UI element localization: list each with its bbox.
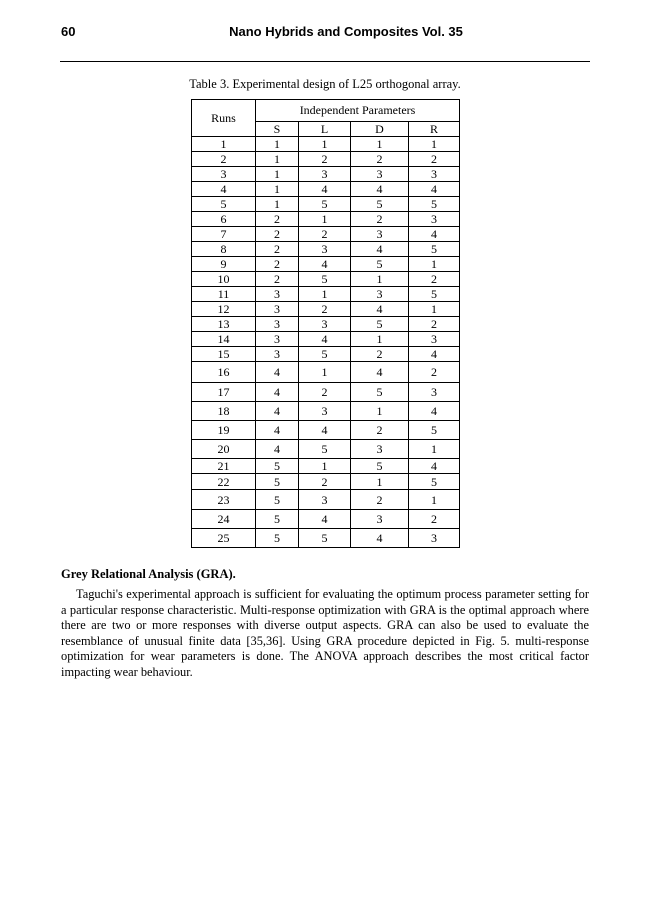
page-number: 60: [61, 24, 76, 39]
parameter-level-cell: 1: [256, 167, 299, 182]
run-number-cell: 9: [192, 257, 256, 272]
run-number-cell: 22: [192, 474, 256, 490]
parameter-level-cell: 3: [256, 332, 299, 347]
parameter-level-cell: 5: [299, 272, 351, 287]
run-number-cell: 3: [192, 167, 256, 182]
parameter-level-cell: 5: [351, 459, 409, 474]
parameter-level-cell: 2: [299, 152, 351, 167]
parameter-level-cell: 3: [351, 440, 409, 459]
run-number-cell: 21: [192, 459, 256, 474]
run-number-cell: 17: [192, 383, 256, 402]
parameter-level-cell: 3: [256, 287, 299, 302]
parameter-level-cell: 3: [409, 167, 460, 182]
parameter-level-cell: 1: [351, 402, 409, 421]
parameter-level-cell: 3: [299, 490, 351, 510]
parameter-level-cell: 3: [299, 167, 351, 182]
parameter-level-cell: 2: [299, 227, 351, 242]
parameter-level-cell: 1: [351, 332, 409, 347]
parameter-level-cell: 3: [299, 242, 351, 257]
parameter-level-cell: 4: [256, 383, 299, 402]
run-number-cell: 12: [192, 302, 256, 317]
column-header-r: R: [409, 122, 460, 137]
parameter-level-cell: 4: [409, 402, 460, 421]
table-row: [192, 152, 460, 167]
parameter-level-cell: 3: [256, 317, 299, 332]
table-body: [192, 137, 460, 548]
parameter-level-cell: 4: [351, 302, 409, 317]
parameter-level-cell: 2: [409, 510, 460, 529]
run-number-cell: 1: [192, 137, 256, 152]
parameter-level-cell: 3: [256, 347, 299, 362]
parameter-level-cell: 3: [409, 383, 460, 402]
parameter-level-cell: 5: [409, 287, 460, 302]
table-row: [192, 402, 460, 421]
parameter-level-cell: 2: [409, 272, 460, 287]
parameter-level-cell: 3: [409, 212, 460, 227]
parameter-level-cell: 1: [409, 257, 460, 272]
table-row: [192, 347, 460, 362]
parameter-level-cell: 4: [299, 182, 351, 197]
table-row: [192, 182, 460, 197]
run-number-cell: 25: [192, 529, 256, 548]
parameter-level-cell: 4: [299, 510, 351, 529]
journal-title: Nano Hybrids and Composites Vol. 35: [229, 24, 463, 39]
parameter-level-cell: 4: [351, 182, 409, 197]
parameter-level-cell: 5: [256, 459, 299, 474]
parameter-level-cell: 2: [409, 152, 460, 167]
run-number-cell: 23: [192, 490, 256, 510]
run-number-cell: 13: [192, 317, 256, 332]
parameter-level-cell: 4: [256, 362, 299, 383]
header-rule: [60, 61, 590, 62]
parameter-level-cell: 4: [351, 362, 409, 383]
parameter-level-cell: 2: [256, 272, 299, 287]
parameter-level-cell: 3: [351, 167, 409, 182]
run-number-cell: 10: [192, 272, 256, 287]
table-row: [192, 459, 460, 474]
parameter-level-cell: 5: [256, 529, 299, 548]
run-number-cell: 18: [192, 402, 256, 421]
parameter-level-cell: 2: [351, 347, 409, 362]
parameter-level-cell: 5: [299, 440, 351, 459]
run-number-cell: 24: [192, 510, 256, 529]
parameter-level-cell: 1: [299, 212, 351, 227]
run-number-cell: 16: [192, 362, 256, 383]
parameter-level-cell: 5: [299, 347, 351, 362]
run-number-cell: 15: [192, 347, 256, 362]
table-row: [192, 474, 460, 490]
table-row: [192, 510, 460, 529]
parameter-level-cell: 3: [409, 529, 460, 548]
parameter-level-cell: 3: [409, 332, 460, 347]
parameter-level-cell: 2: [256, 212, 299, 227]
parameter-level-cell: 1: [351, 272, 409, 287]
parameter-level-cell: 4: [299, 332, 351, 347]
run-number-cell: 4: [192, 182, 256, 197]
parameter-level-cell: 1: [299, 362, 351, 383]
parameter-level-cell: 4: [409, 182, 460, 197]
parameter-level-cell: 5: [299, 529, 351, 548]
parameter-level-cell: 5: [409, 242, 460, 257]
table-row: [192, 257, 460, 272]
table-row: [192, 332, 460, 347]
parameter-level-cell: 3: [256, 302, 299, 317]
parameter-level-cell: 4: [256, 440, 299, 459]
table-row: [192, 242, 460, 257]
parameter-level-cell: 5: [351, 383, 409, 402]
parameter-level-cell: 2: [299, 474, 351, 490]
parameter-level-cell: 4: [409, 347, 460, 362]
parameter-level-cell: 1: [409, 302, 460, 317]
table-row: [192, 272, 460, 287]
run-number-cell: 8: [192, 242, 256, 257]
parameter-level-cell: 1: [299, 137, 351, 152]
parameter-level-cell: 1: [256, 137, 299, 152]
run-number-cell: 5: [192, 197, 256, 212]
table-row: [192, 167, 460, 182]
parameter-level-cell: 3: [351, 287, 409, 302]
parameter-level-cell: 2: [256, 227, 299, 242]
parameter-level-cell: 2: [351, 152, 409, 167]
parameter-level-cell: 1: [409, 440, 460, 459]
table-caption: Table 3. Experimental design of L25 orthogonal array.: [189, 77, 461, 91]
parameter-level-cell: 2: [351, 421, 409, 440]
column-header-s: S: [256, 122, 299, 137]
parameter-level-cell: 5: [351, 317, 409, 332]
parameter-level-cell: 5: [351, 197, 409, 212]
parameter-level-cell: 2: [299, 302, 351, 317]
table-row: [192, 227, 460, 242]
run-number-cell: 6: [192, 212, 256, 227]
parameter-level-cell: 2: [256, 257, 299, 272]
parameter-level-cell: 3: [351, 510, 409, 529]
parameter-level-cell: 1: [351, 474, 409, 490]
parameter-level-cell: 4: [256, 402, 299, 421]
parameter-level-cell: 2: [351, 212, 409, 227]
table-row: [192, 362, 460, 383]
table-row: [192, 302, 460, 317]
parameter-level-cell: 5: [351, 257, 409, 272]
parameter-level-cell: 1: [299, 287, 351, 302]
orthogonal-array-table: [191, 99, 460, 548]
table-row: [192, 490, 460, 510]
parameter-level-cell: 5: [256, 510, 299, 529]
table-row: [192, 317, 460, 332]
parameter-level-cell: 5: [409, 474, 460, 490]
parameter-level-cell: 4: [299, 257, 351, 272]
table-row: [192, 440, 460, 459]
parameter-level-cell: 1: [351, 137, 409, 152]
parameter-level-cell: 2: [256, 242, 299, 257]
column-header-l: L: [299, 122, 351, 137]
parameter-level-cell: 4: [351, 242, 409, 257]
parameter-level-cell: 5: [256, 490, 299, 510]
run-number-cell: 2: [192, 152, 256, 167]
run-number-cell: 20: [192, 440, 256, 459]
parameter-level-cell: 1: [256, 182, 299, 197]
independent-parameters-header: Independent Parameters: [256, 100, 460, 122]
parameter-level-cell: 1: [409, 490, 460, 510]
parameter-level-cell: 4: [409, 459, 460, 474]
runs-header: Runs: [192, 100, 256, 137]
run-number-cell: 7: [192, 227, 256, 242]
parameter-level-cell: 4: [256, 421, 299, 440]
table-row: [192, 287, 460, 302]
parameter-level-cell: 4: [299, 421, 351, 440]
parameter-level-cell: 1: [299, 459, 351, 474]
parameter-level-cell: 1: [256, 152, 299, 167]
parameter-level-cell: 2: [351, 490, 409, 510]
parameter-level-cell: 1: [256, 197, 299, 212]
parameter-level-cell: 2: [409, 362, 460, 383]
parameter-level-cell: 1: [409, 137, 460, 152]
parameter-level-cell: 4: [351, 529, 409, 548]
parameter-level-cell: 5: [256, 474, 299, 490]
parameter-level-cell: 3: [299, 402, 351, 421]
table-row: [192, 421, 460, 440]
table-row: [192, 212, 460, 227]
parameter-level-cell: 2: [409, 317, 460, 332]
parameter-level-cell: 5: [299, 197, 351, 212]
parameter-level-cell: 3: [351, 227, 409, 242]
run-number-cell: 19: [192, 421, 256, 440]
column-header-d: D: [351, 122, 409, 137]
table-row: [192, 137, 460, 152]
parameter-level-cell: 2: [299, 383, 351, 402]
run-number-cell: 14: [192, 332, 256, 347]
parameter-level-cell: 5: [409, 421, 460, 440]
parameter-level-cell: 5: [409, 197, 460, 212]
parameter-level-cell: 4: [409, 227, 460, 242]
table-row: [192, 529, 460, 548]
table-row: [192, 383, 460, 402]
section-heading: Grey Relational Analysis (GRA).: [61, 567, 236, 581]
table-row: [192, 197, 460, 212]
body-paragraph: Taguchi's experimental approach is sufficient for evaluating the optimum process parameter setting for a particular response characteristic. Multi-response optimization with GRA is the optimal approach where there are two or more responses with diverse output aspects. GRA can also be used to evaluate the resemblance of unusual finite data [35,36]. Using GRA procedure depicted in Fig. 5. multi-response optimization for wear parameters is done. The ANOVA approach describes the most critical factor impacting wear behaviour.: [61, 587, 589, 679]
parameter-level-cell: 3: [299, 317, 351, 332]
run-number-cell: 11: [192, 287, 256, 302]
